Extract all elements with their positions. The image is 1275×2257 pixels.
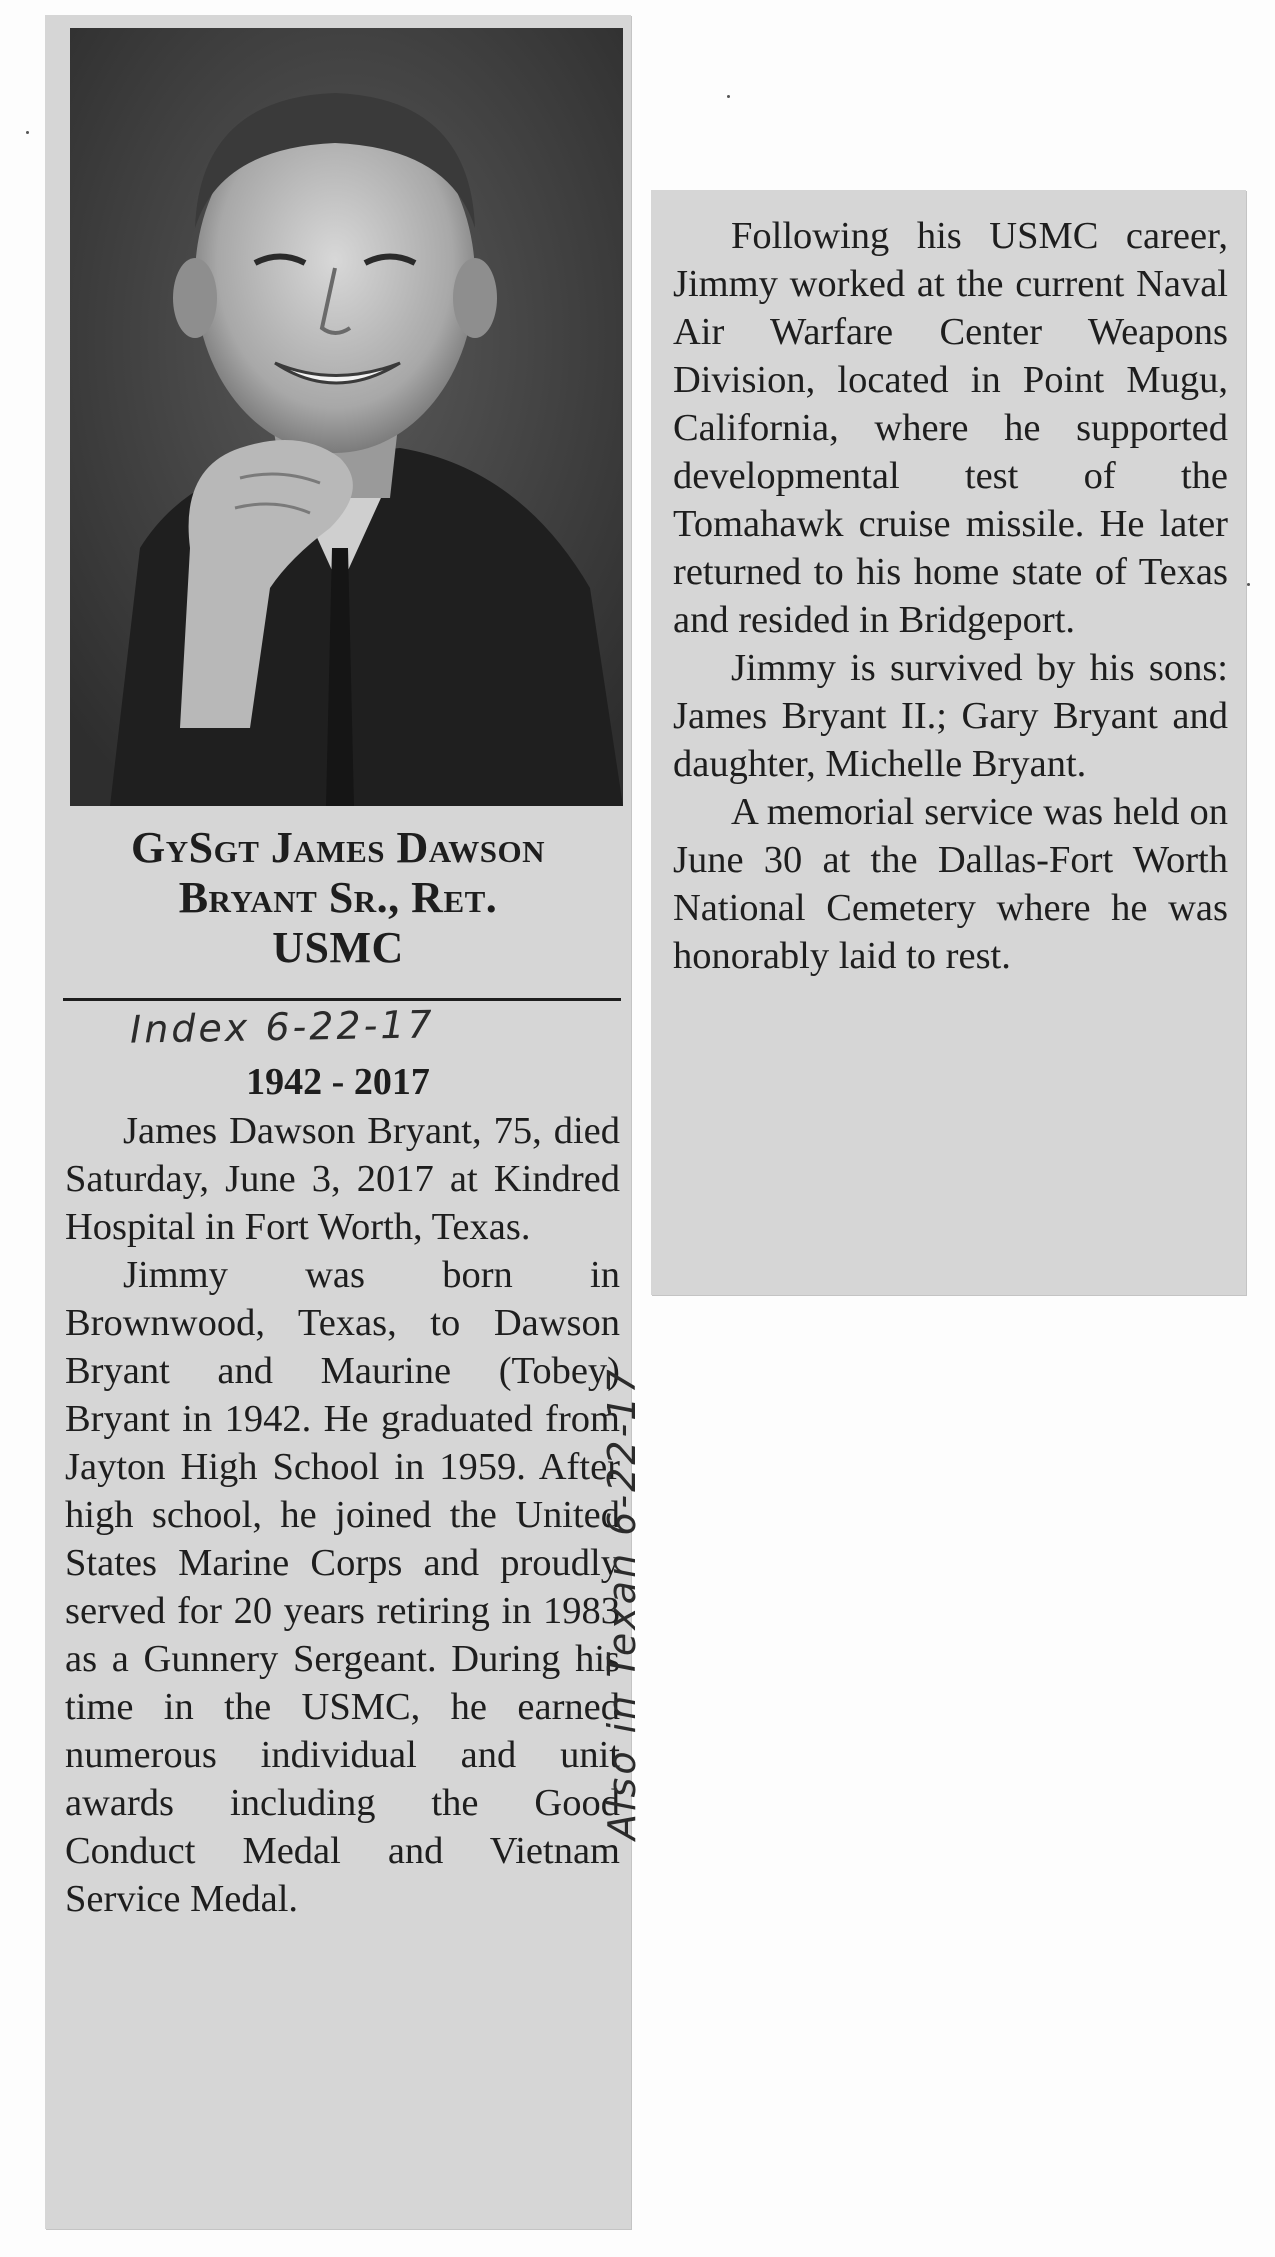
handwritten-side-note: Also in Texan 6-22-17 <box>600 1366 644 1840</box>
scan-speck <box>1247 583 1250 586</box>
paragraph: Jimmy was born in Brownwood, Texas, to Dawson Bryant and Maurine (Tobey) Bryant in 1942. He graduated from Jayton High School in 1959. After high school, he joined the United States Marine Corps and proudly served for 20 years retiring in 1983 as a Gunnery Sergeant. During his time in the USMC, he earned numerous individual and unit awards including the Good Conduct Medal and Vietnam Service Medal. <box>65 1254 620 1920</box>
paragraph: A memorial service was held on June 30 at the Dallas-Fort Worth National Cemetery where he was honorably laid to rest. <box>673 791 1228 977</box>
obituary-body-right <box>673 212 1228 980</box>
headline-line-3: USMC <box>272 923 404 972</box>
paragraph: Jimmy is survived by his sons: James Bryant II.; Gary Bryant and daughter, Michelle Bryant. <box>673 647 1228 785</box>
obituary-headline <box>45 823 631 973</box>
headline-line-2: Bryant Sr., Ret. <box>178 873 498 922</box>
scan-speck <box>727 95 730 98</box>
handwritten-index-note: Index 6-22-17 <box>129 1002 436 1052</box>
portrait-photo <box>70 28 623 806</box>
paragraph: Following his USMC career, Jimmy worked at the current Naval Air Warfare Center Weapons Division, located in Point Mugu, California, where he supported developmental test of the Tomahawk cruise missile. He later returned to his home state of Texas and resided in Bridgeport. <box>673 215 1228 641</box>
clipping-right-column <box>651 190 1246 1295</box>
life-years: 1942 - 2017 <box>246 1061 430 1103</box>
headline-line-1: GySgt James Dawson <box>131 823 545 872</box>
headline-rule <box>63 998 621 1001</box>
paragraph: James Dawson Bryant, 75, died Saturday, June 3, 2017 at Kindred Hospital in Fort Worth, Texas. <box>65 1110 620 1248</box>
clipping-left-column <box>45 15 631 2229</box>
obituary-body-left <box>65 1107 620 1923</box>
scan-speck <box>26 131 29 134</box>
